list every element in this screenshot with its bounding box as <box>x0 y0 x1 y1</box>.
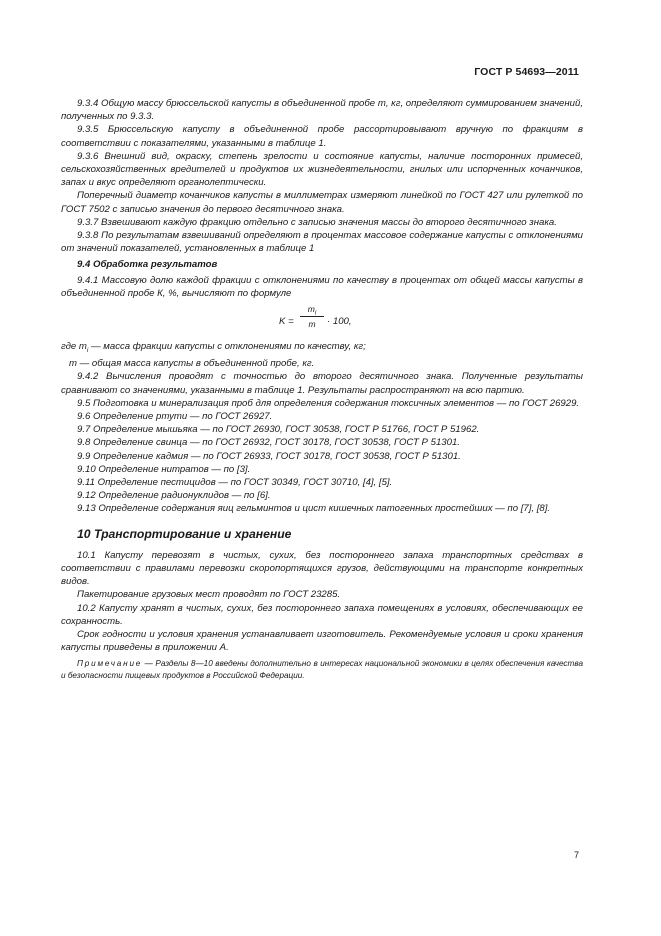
subsection-heading-9-4: 9.4 Обработка результатов <box>77 259 218 271</box>
paragraph-9-5: 9.5 Подготовка и минерализация проб для определения содержания токсичных элементов — по ГОСТ 26929. <box>77 397 580 409</box>
fraction-bar <box>300 316 324 317</box>
paragraph-9-11: 9.11 Определение пестицидов — по ГОСТ 30349, ГОСТ 30710, [4], [5]. <box>77 476 393 488</box>
paragraph-9-7: 9.7 Определение мышьяка — по ГОСТ 26930, ГОСТ 30538, ГОСТ Р 51766, ГОСТ Р 51962. <box>77 424 480 436</box>
formula-denominator: m <box>308 319 316 330</box>
paragraph-9-9: 9.9 Определение кадмия — по ГОСТ 26933, ГОСТ 30178, ГОСТ 30538, ГОСТ Р 51301. <box>77 450 461 462</box>
paragraph-shelf-life: Срок годности и условия хранения устанавливает изготовитель. Рекомендуемые условия и сроки хранения капусты приведены в приложении А. <box>61 629 583 654</box>
formula-lhs: K = <box>279 316 294 328</box>
paragraph-9-3-4: 9.3.4 Общую массу брюссельской капусты в объединенной пробе m, кг, определяют суммированием значений, полученных по 9.3.3. <box>61 98 583 123</box>
paragraph-9-3-7: 9.3.7 Взвешивают каждую фракцию отдельно с записью значения массы до второго десятичного знака. <box>77 216 557 228</box>
page-content <box>61 97 583 681</box>
formula <box>61 304 583 338</box>
paragraph-9-6: 9.6 Определение ртути — по ГОСТ 26927. <box>77 410 273 422</box>
paragraph-packaging: Пакетирование грузовых мест проводят по ГОСТ 23285. <box>77 589 341 601</box>
paragraph-diameter: Поперечный диаметр кочанчиков капусты в миллиметрах измеряют линейкой по ГОСТ 427 или рулеткой по ГОСТ 7502 с записью значения до первого десятичного знака. <box>61 190 583 215</box>
note-label: Примечание <box>77 659 143 669</box>
paragraph-9-4-2: 9.4.2 Вычисления проводят с точностью до второго десятичного знака. Полученные результаты сравнивают со значениями, указанными в таблице 1. Результаты распространяют на всю партию. <box>61 371 583 396</box>
note-text: — Разделы 8—10 введены дополнительно в интересах национальной экономики в целях обеспечения качества и безопасности пищевых продуктов в Российской Федерации. <box>61 659 583 680</box>
note <box>61 658 583 681</box>
where-line-1: где $m_i$ — масса фракции капусты с отклонениями по качеству, кг; <box>61 341 366 354</box>
formula-fraction <box>300 304 324 330</box>
paragraph-9-8: 9.8 Определение свинца — по ГОСТ 26932, ГОСТ 30178, ГОСТ 30538, ГОСТ Р 51301. <box>77 437 460 449</box>
paragraph-9-3-6: 9.3.6 Внешний вид, окраску, степень зрелости и состояние капусты, наличие посторонних примесей, сельскохозяйственных вредителей и продуктов их жизнедеятельности, гнилых или испорченных кочанчиков, запах и вкус определяют органолептически. <box>61 150 583 189</box>
paragraph-9-12: 9.12 Определение радионуклидов — по [6]. <box>77 490 271 502</box>
paragraph-9-10: 9.10 Определение нитратов — по [3]. <box>77 463 251 475</box>
where-line-2: m — общая масса капусты в объединенной пробе, кг. <box>69 358 315 370</box>
formula-rhs: · 100, <box>327 316 352 328</box>
page-number: 7 <box>573 850 579 860</box>
paragraph-10-1: 10.1 Капусту перевозят в чистых, сухих, без постороннего запаха транспортных средствах в соответствии с правилами перевозки скоропортящихся грузов, действующими на транспорте конкретных видов. <box>61 549 583 588</box>
formula-numerator: $m_i$ <box>307 304 317 317</box>
paragraph-9-4-1: 9.4.1 Массовую долю каждой фракции с отклонениями по качеству в процентах от общей массы капусты в объединенной пробе К, %, вычисляют по формуле <box>61 274 583 299</box>
paragraph-9-3-8: 9.3.8 По результатам взвешиваний определяют в процентах массовое содержание капусты с отклонениями от значений показателей, установленных в таблице 1 <box>61 230 583 255</box>
paragraph-10-2: 10.2 Капусту хранят в чистых, сухих, без постороннего запаха помещениях в условиях, обеспечивающих ее сохранность. <box>61 602 583 627</box>
paragraph-9-13: 9.13 Определение содержания яиц гельминтов и цист кишечных патогенных простейших — по [7], [8]. <box>77 503 551 515</box>
paragraph-9-3-5: 9.3.5 Брюссельскую капусту в объединенной пробе рассортировывают вручную по фракциям в соответствии с показателями, указанными в таблице 1. <box>61 124 583 149</box>
section-heading-10: 10 Транспортирование и хранение <box>77 526 292 541</box>
document-code: ГОСТ Р 54693—2011 <box>474 66 579 78</box>
